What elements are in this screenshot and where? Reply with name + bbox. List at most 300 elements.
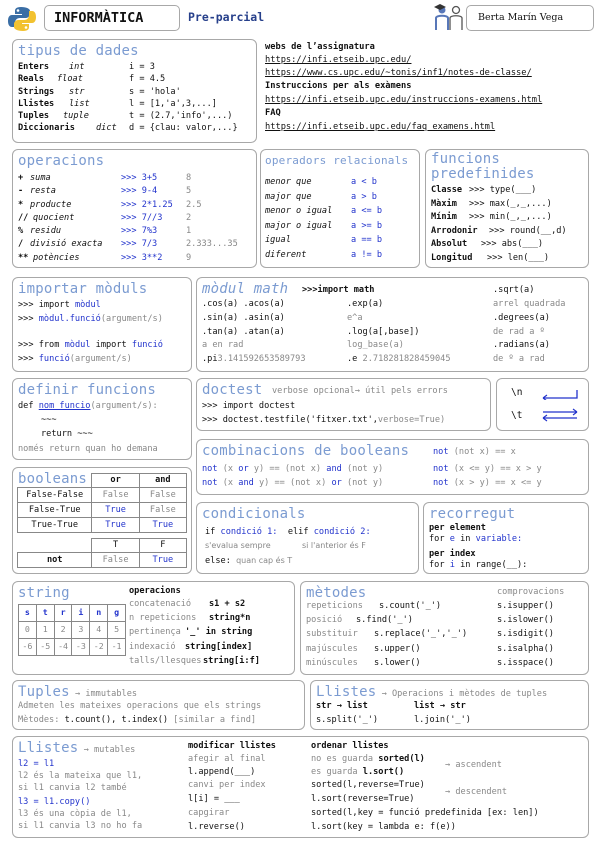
value: 2.718281828459045 (362, 354, 451, 364)
relacionals-section (260, 149, 420, 268)
def-note: només return quan ho demana (18, 444, 158, 454)
met-code: s.find('_') (356, 615, 413, 626)
char: s (19, 605, 37, 622)
demorgan-1 (202, 464, 383, 474)
mod-note-1: afegir al final (188, 754, 266, 764)
import-line-2 (18, 314, 163, 324)
code-func: nom_funcio (38, 401, 91, 411)
row-label: False-True (18, 503, 92, 518)
kw: in range(__): (460, 560, 528, 570)
op-result: 8 (186, 173, 192, 183)
math-cos (202, 299, 285, 309)
pos-index: 3 (72, 622, 90, 639)
mod-note-2: canvi per index (188, 780, 266, 790)
code-args: verbose=True) (377, 415, 446, 425)
neg-index: -5 (36, 639, 54, 656)
kw: not (202, 478, 218, 488)
fn-name: Absolut (431, 239, 468, 250)
op-result: 2.333...35 (186, 239, 238, 250)
code: .cos(a) (202, 299, 239, 309)
pos-index: 4 (90, 622, 108, 639)
type-python: int (69, 62, 85, 72)
met-check: s.isdigit() (497, 629, 554, 640)
kw: if (205, 527, 216, 537)
condicionals-title: condicionals (202, 506, 306, 522)
page-subtitle: Pre-parcial (188, 10, 265, 24)
rel-name: diferent (265, 249, 307, 260)
string-section (12, 581, 295, 675)
join-code: l.join('_') (414, 715, 471, 725)
code: t.count(), t.index() (64, 715, 169, 725)
web-link-notes[interactable]: https://www.cs.upc.edu/~tonis/inf1/notes-de-classe/ (265, 68, 532, 78)
funcions-predefinides-section (425, 149, 589, 268)
booleans-table (17, 473, 187, 568)
code: .asin(a) (243, 313, 285, 323)
tipus-dades-title: tipus de dades (18, 43, 139, 59)
math-rad-note: a en rad (202, 340, 244, 350)
code: .sin(a) (202, 313, 239, 323)
op-result: 5 (186, 186, 192, 197)
kw: and (326, 464, 342, 474)
type-example: t = (2.7,'info',...) (129, 111, 233, 122)
type-name: Reals (18, 74, 44, 85)
met-code: s.lower() (374, 657, 421, 668)
web-link-instruccions[interactable]: https://infi.etseib.upc.edu/instruccions-examens.html (265, 95, 543, 105)
alias-note-2: si l1 canvia l2 també (18, 783, 127, 793)
op-code: >>> 7%3 (121, 226, 158, 237)
col-T: T (92, 539, 139, 553)
modificar-title: modificar llistes (188, 741, 276, 751)
txt: (not x) == x (453, 447, 516, 457)
met-check: s.isupper() (497, 601, 554, 611)
rec-line-1 (429, 534, 522, 544)
cell: False (92, 553, 139, 568)
type-python: float (57, 74, 83, 85)
modul-math-section (196, 277, 589, 372)
txt: y) == (not x) (253, 464, 322, 474)
code: .acos(a) (243, 299, 285, 309)
txt: (x > y) == x <= y (453, 478, 542, 488)
op-symbol: - (18, 186, 24, 197)
tuples-section (12, 680, 305, 730)
rel-expr: a == b (351, 235, 383, 245)
condicionals-section (196, 502, 419, 574)
op-code: >>> 2*1.25 (121, 199, 173, 210)
kw: for (429, 534, 445, 544)
definir-funcions-section (12, 378, 192, 460)
cond: condició 1: (220, 527, 278, 537)
cond-else (205, 556, 292, 566)
operacions-section (12, 149, 257, 268)
operacions-title: operacions (18, 153, 105, 169)
op-result: 1 (186, 226, 192, 237)
web-link-infi[interactable]: https://infi.etseib.upc.edu/ (265, 55, 412, 65)
math-log-note: log_base(a) (347, 340, 404, 350)
rec-per-element: per element (429, 523, 486, 533)
char: n (90, 605, 108, 622)
code-module: mòdul (64, 340, 91, 350)
op-symbol: % (18, 226, 24, 237)
met-code: s.count('_') (379, 601, 442, 611)
math-sqrt: .sqrt(a) (493, 285, 535, 295)
type-name: Enters (18, 62, 50, 72)
type-example: s = 'hola' (129, 86, 181, 97)
cond-note-2: si l'anterior és F (302, 541, 366, 550)
tab-arrow-icon (541, 408, 581, 422)
alias-note-1: l2 és la mateixa que l1, (18, 771, 143, 781)
fn-code: >>> max(_,_,...) (469, 198, 552, 209)
op-code: >>> 7//3 (121, 212, 163, 223)
char: i (72, 605, 90, 622)
fn-name: Màxim (431, 198, 457, 209)
neg-index: -4 (54, 639, 72, 656)
ord-line-5: sorted(l,key = funció predefinida [ex: len]) (311, 808, 539, 818)
cond-line-1 (205, 527, 371, 537)
code: >>> import (18, 300, 70, 310)
tipus-dades-section (12, 39, 257, 143)
op-result: 2.5 (186, 199, 202, 210)
math-import: >>>import math (302, 285, 375, 295)
rel-name: menor que (265, 177, 312, 187)
math-sin (202, 313, 285, 323)
doctest-line-2 (202, 415, 445, 425)
code-args: (argument/s) (69, 354, 132, 364)
webs-section (265, 40, 595, 140)
str-op-name: pertinença (129, 627, 181, 638)
type-python: list (69, 98, 90, 109)
llistes-heading (18, 740, 135, 757)
fn-name: Longitud (431, 252, 473, 263)
mod-code-2: l[i] = ___ (188, 794, 240, 804)
ordenar-title: ordenar llistes (311, 741, 389, 751)
pos-index: 5 (108, 622, 126, 639)
string-index-table (18, 604, 126, 656)
met-name: minúscules (306, 657, 358, 668)
doctest-note: verbose opcional→ útil pels errors (272, 386, 448, 396)
alias-code: l2 = l1 (18, 759, 55, 769)
ord-line-6: l.sort(key = lambda e: f(e)) (311, 822, 456, 832)
kw: elif (287, 527, 309, 537)
txt: (x <= y) == x > y (453, 464, 542, 474)
note: quan cap és T (236, 556, 293, 565)
importar-moduls-title: importar mòduls (18, 281, 148, 297)
met-check: s.isalpha() (497, 643, 554, 654)
tuples-heading (18, 684, 137, 701)
kw: or (331, 478, 342, 488)
llistes-section (12, 736, 589, 838)
llistes-conv-subtitle: → Operacions i mètodes de tuples (381, 689, 548, 699)
newline-arrow-icon (541, 388, 581, 400)
pos-index: 2 (54, 622, 72, 639)
col-or: or (92, 474, 139, 488)
relacionals-title: operadors relacionals (265, 154, 409, 167)
instruccions-title: Instruccions per als exàmens (265, 81, 412, 91)
fn-code: >>> abs(___) (481, 239, 544, 250)
descendent-note: → descendent (445, 787, 508, 797)
type-example: f = 4.5 (129, 74, 166, 85)
op-name: residu (30, 226, 62, 237)
fn-name: Mínim (431, 212, 457, 223)
type-example: i = 3 (129, 62, 155, 72)
neg-index: -3 (72, 639, 90, 656)
op-name: suma (30, 173, 51, 183)
cell: True (139, 553, 186, 568)
string-title: string (18, 585, 70, 601)
kw: and (238, 478, 254, 488)
txt: no es guarda (311, 754, 374, 764)
copy-code: l3 = l1.copy() (18, 797, 91, 807)
txt: es guarda (311, 767, 358, 777)
rec-per-index: per index (429, 549, 476, 559)
type-name: Diccionaris (18, 123, 75, 134)
type-name: Strings (18, 86, 55, 97)
kw: for (429, 560, 445, 570)
op-name: quocient (33, 212, 75, 223)
python-logo-icon (8, 6, 36, 32)
import-line-4 (18, 354, 132, 364)
met-name: majúscules (306, 643, 358, 654)
str-op-name: talls/llesques (129, 655, 202, 666)
metodes-section (300, 581, 589, 675)
definir-funcions-title: definir funcions (18, 382, 157, 398)
type-python: tuple (63, 111, 89, 122)
rel-expr: a >= b (351, 220, 383, 231)
neg-index: -6 (19, 639, 37, 656)
kw: or (238, 464, 249, 474)
import-line-3 (18, 340, 163, 350)
col-F: F (139, 539, 186, 553)
char: t (36, 605, 54, 622)
llistes-subtitle: → mutables (83, 745, 136, 755)
mod-code-3: l.reverse() (188, 822, 245, 832)
math-sqrt-note: arrel quadrada (493, 299, 566, 309)
code-args: (argument/s): (90, 401, 158, 411)
demorgan-2 (202, 478, 383, 488)
author-name: Berta Marín Vega (478, 12, 564, 23)
value: 3.141592653589793 (217, 354, 306, 364)
escape-newline: \n (511, 387, 523, 398)
str-op-code: string[i:f] (203, 655, 260, 666)
type-python: dict (96, 123, 117, 134)
txt: [similar a find] (173, 715, 257, 725)
booleans-title: booleans (18, 471, 88, 487)
char: r (54, 605, 72, 622)
code: sorted(l) (378, 754, 425, 764)
code: .tan(a) (202, 327, 239, 337)
cell: False (92, 488, 139, 503)
cell: True (92, 518, 139, 533)
type-python: str (69, 86, 85, 97)
code-func: funció (38, 354, 70, 364)
combinacions-title: combinacions de booleans (202, 443, 410, 459)
llistes-conv-title: Llistes (316, 684, 377, 700)
combinacions-booleans-section (196, 439, 589, 495)
modul-math-title: mòdul math (202, 281, 289, 297)
ord-line-3: sorted(l,reverse=True) (311, 780, 425, 790)
def-line-2: ~~~ (41, 415, 57, 425)
string-ops-title: operacions (129, 586, 181, 596)
kw: in (460, 534, 471, 544)
met-name: repeticions (306, 601, 363, 611)
code: def (18, 401, 34, 411)
op-name: resta (30, 186, 56, 197)
funcions-predefinides-title: funcions predefinides (431, 151, 535, 182)
fn-code: >>> type(___) (469, 185, 537, 195)
ord-line-4: l.sort(reverse=True) (311, 794, 415, 804)
var: variable: (475, 534, 523, 544)
pos-index: 0 (19, 622, 37, 639)
doctest-section (196, 378, 491, 431)
code: >>> (18, 314, 34, 324)
cond-note-1: s'evalua sempre (205, 541, 271, 550)
copy-note-2: si l1 canvia l3 no ho fa (18, 821, 143, 831)
recorregut-title: recorregut (429, 506, 516, 522)
op-code: >>> 3+5 (121, 173, 158, 183)
header-bar (6, 5, 594, 31)
code: >>> from (18, 340, 60, 350)
var: e (449, 534, 455, 544)
not-not (433, 447, 516, 457)
tuples-title: Tuples (18, 684, 70, 700)
code-args: (argument/s) (100, 314, 163, 324)
page-title: INFORMÀTICA (54, 10, 144, 26)
importar-moduls-section (12, 277, 192, 372)
mod-code-1: l.append(___) (188, 767, 256, 777)
met-name: posició (306, 615, 343, 626)
doctest-line-1: >>> import doctest (202, 401, 296, 411)
math-degrees-note: de rad a º (493, 327, 545, 337)
rel-name: major que (265, 191, 312, 202)
rel-expr: a != b (351, 249, 383, 260)
type-example: l = [1,'a',3,...] (129, 98, 217, 109)
neg-index: -1 (108, 639, 126, 656)
col-and: and (139, 474, 186, 488)
math-log: .log(a[,base]) (347, 327, 420, 337)
code-module: mòdul (74, 300, 101, 310)
fn-code: >>> len(___) (487, 252, 550, 263)
fn-name: Arrodonir (431, 225, 478, 236)
str-op-code: string[index] (185, 641, 253, 652)
math-radians-note: de º a rad (493, 354, 545, 364)
str-to-list: str → list (316, 701, 368, 711)
txt: y) == (not x) (258, 478, 327, 488)
neg-index: -2 (90, 639, 108, 656)
fn-code: >>> min(_,_,...) (469, 212, 552, 223)
txt: (not y) (346, 478, 384, 488)
cell: False (139, 503, 186, 518)
type-name: Llistes (18, 98, 55, 109)
cell: True (92, 503, 139, 518)
tuples-line-2 (18, 715, 256, 725)
op-symbol: + (18, 173, 24, 183)
op-symbol: * (18, 199, 24, 210)
webs-title: webs de l’assignatura (265, 42, 375, 52)
met-code: s.upper() (374, 643, 421, 654)
pos-index: 1 (36, 622, 54, 639)
fn-code: >>> round(__,d) (489, 225, 567, 236)
math-exp: .exp(a) (347, 299, 384, 309)
ord-line-1 (311, 754, 425, 764)
kw: not (433, 464, 449, 474)
kw: not (433, 478, 449, 488)
txt: Mètodes: (18, 715, 60, 725)
txt: (x (222, 478, 234, 488)
math-e (347, 354, 451, 364)
def-line-1 (18, 401, 158, 411)
type-name: Tuples (18, 111, 50, 122)
mod-note-3: capgirar (188, 808, 230, 818)
rel-name: igual (265, 235, 291, 245)
op-name: potències (33, 252, 80, 263)
code: .atan(a) (243, 327, 285, 337)
kw: else: (205, 556, 231, 566)
str-op-code: '_' in string (185, 627, 253, 638)
booleans-section (12, 467, 192, 574)
op-symbol: / (18, 239, 24, 250)
rel-name: major o igual (265, 220, 333, 231)
txt: (x (222, 464, 234, 474)
code: .e (347, 354, 358, 364)
op-code: >>> 9-4 (121, 186, 158, 197)
not-le (433, 464, 542, 474)
op-result: 9 (186, 252, 192, 263)
copy-note-1: l3 és una còpia de l1, (18, 809, 132, 819)
code: import (95, 340, 127, 350)
met-code: s.replace('_','_') (374, 629, 468, 640)
op-code: >>> 3**2 (121, 252, 163, 263)
metodes-title: mètodes (306, 585, 367, 601)
not-gt (433, 478, 542, 488)
math-exp-note: e^a (347, 313, 363, 323)
web-link-faq[interactable]: https://infi.etseib.upc.edu/faq_examens.html (265, 122, 496, 132)
doctest-title: doctest (202, 382, 263, 398)
llistes-conversions-section (310, 680, 589, 730)
fn-name: Classe (431, 185, 463, 195)
math-tan (202, 327, 285, 337)
str-op-code: s1 + s2 (209, 599, 246, 609)
op-name: producte (30, 199, 72, 210)
llistes-title: Llistes (18, 740, 79, 756)
code: .pi (202, 354, 218, 364)
list-to-str: list → str (414, 701, 466, 711)
comprovacions-title: comprovacions (497, 587, 565, 597)
txt: (not y) (346, 464, 384, 474)
math-pi (202, 354, 306, 364)
op-code: >>> 7/3 (121, 239, 158, 250)
op-symbol: ** (18, 252, 29, 263)
math-radians: .radians(a) (493, 340, 550, 350)
rel-name: menor o igual (265, 206, 333, 216)
type-example: d = {clau: valor,...} (129, 123, 238, 134)
escape-chars-section (496, 378, 589, 431)
tuples-line-1: Admeten les mateixes operacions que els strings (18, 701, 262, 711)
row-label: True-True (18, 518, 92, 533)
split-code: s.split('_') (316, 715, 379, 725)
llistes-conv-heading (316, 684, 547, 701)
kw: not (433, 447, 449, 457)
ord-line-2 (311, 767, 404, 777)
met-check: s.islower() (497, 615, 554, 626)
rel-expr: a <= b (351, 206, 383, 216)
ascendent-note: → ascendent (445, 760, 502, 770)
op-name: divisió exacta (30, 239, 103, 250)
rel-expr: a > b (351, 191, 377, 202)
code: l.sort() (362, 767, 405, 777)
escape-tab: \t (511, 410, 523, 421)
met-name: substituir (306, 629, 358, 640)
str-op-code: string*n (209, 613, 251, 624)
cell: False (139, 488, 186, 503)
